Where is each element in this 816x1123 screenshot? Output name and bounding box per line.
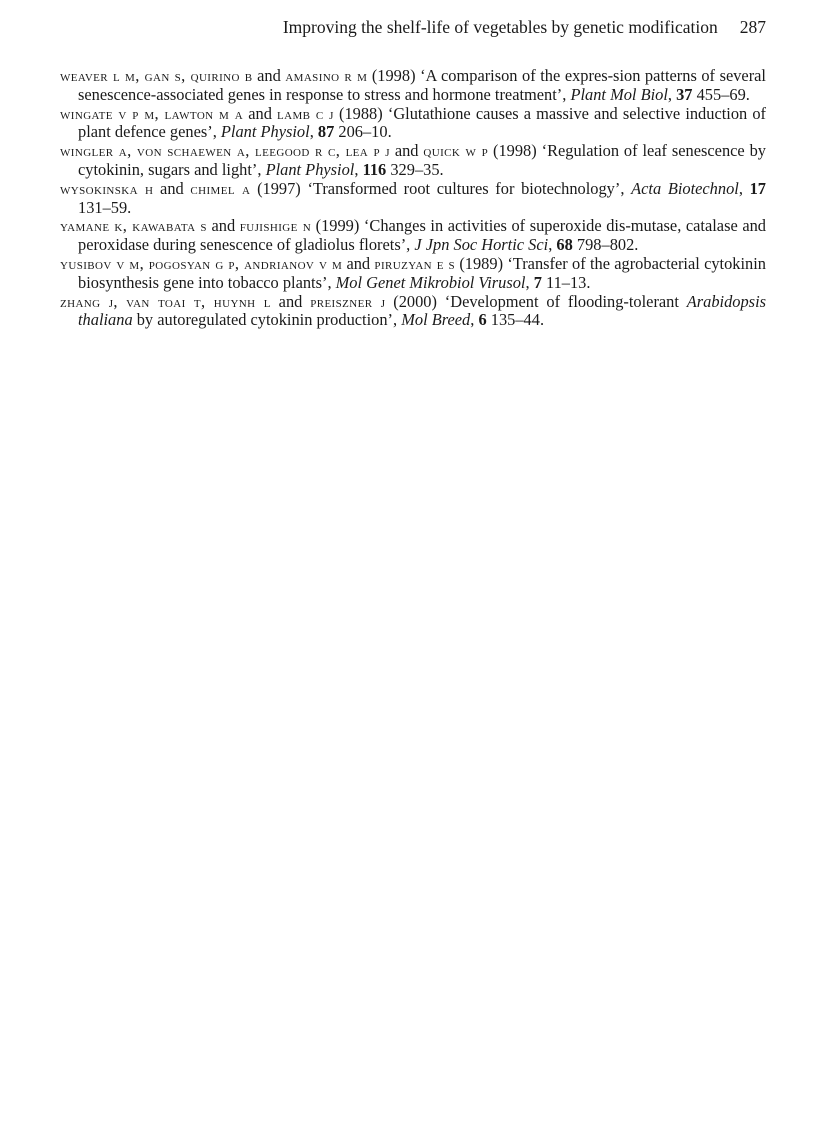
- page-number: 287: [739, 17, 766, 37]
- reference-wingate-1988: wingate v p m, lawton m a and lamb c j (1988) ‘Glutathione causes a massive and selective induction of plant defence genes’, Plant Physiol, 87 206–10.: [60, 103, 767, 142]
- reference-volume: 6: [478, 310, 487, 330]
- reference-authors: weaver l m, gan s, quirino b: [60, 66, 253, 85]
- running-title: Improving the shelf-life of vegetables by genetic modification: [282, 17, 718, 37]
- reference-volume: 17: [749, 178, 766, 198]
- reference-pages: 206–10.: [338, 122, 392, 142]
- reference-year: (1997): [257, 178, 301, 198]
- reference-last-author: fujishige n: [239, 216, 312, 236]
- reference-journal: Plant Physiol: [220, 122, 310, 142]
- reference-year: (1988): [339, 103, 383, 123]
- reference-volume: 68: [556, 235, 573, 255]
- reference-volume: 7: [533, 272, 542, 292]
- reference-last-author: piruzyan e s: [374, 253, 456, 273]
- reference-title: ‘Transformed root cultures for biotechnology’: [307, 178, 621, 198]
- reference-journal: J Jpn Soc Hortic Sci: [414, 235, 549, 255]
- reference-pages: 329–35.: [390, 159, 444, 179]
- reference-zhang-2000: zhang j, van toai t, huynh l and preiszner j (2000) ‘Development of flooding-tolerant Arabidopsis thaliana by autoregulated cytokinin production’, Mol Breed, 6 135–44.: [60, 291, 766, 330]
- reference-yusibov-1989: yusibov v m, pogosyan g p, andrianov v m and piruzyan e s (1989) ‘Transfer of the agrobacterial cytokinin biosynthesis gene into tobacco plants’, Mol Genet Mikrobiol Virusol, 7 11–13.: [60, 253, 766, 292]
- reference-year: (1998): [371, 66, 416, 85]
- reference-title-species: Arabidopsis thaliana: [78, 291, 766, 330]
- reference-weaver-1998: weaver l m, gan s, quirino b and amasino r m (1998) ‘A comparison of the expres-sion patterns of several senescence-associated genes in response to stress and hormone treatment’, Plant Mol Biol, 37 455–69.: [60, 66, 766, 104]
- reference-title: ‘Transfer of the agrobacterial cytokinin biosynthesis gene into tobacco plants’: [78, 253, 766, 292]
- reference-last-author: amasino r m: [285, 66, 368, 85]
- reference-volume: 87: [317, 122, 335, 142]
- reference-authors: wingler a, von schaewen a, leegood r c, lea p j: [60, 141, 390, 161]
- reference-title-end: by autoregulated cytokinin production’: [132, 310, 394, 330]
- reference-year: (1998): [493, 141, 537, 161]
- reference-title-start: ‘Development of flooding-tolerant: [444, 291, 687, 311]
- reference-authors: yamane k, kawabata s: [60, 216, 207, 236]
- reference-last-author: chimel a: [190, 178, 251, 198]
- reference-authors: wingate v p m, lawton m a: [60, 103, 244, 123]
- reference-journal: Acta Biotechnol: [631, 178, 739, 198]
- reference-title: ‘Glutathione causes a massive and selective induction of plant defence genes’: [78, 103, 767, 142]
- reference-title: ‘A comparison of the expres-sion patterns of several senescence-associated genes in response to stress and hormone treatment’: [78, 66, 766, 104]
- reference-title: ‘Changes in activities of superoxide dis-mutase, catalase and peroxidase during senescence of gladiolus florets’: [78, 216, 766, 255]
- reference-last-author: lamb c j: [277, 103, 334, 123]
- reference-last-author: quick w p: [423, 141, 489, 161]
- reference-journal: Plant Physiol: [265, 159, 355, 179]
- reference-year: (1989): [459, 253, 504, 273]
- reference-year: (2000): [393, 291, 437, 311]
- reference-journal: Plant Mol Biol: [570, 84, 668, 104]
- reference-volume: 37: [676, 84, 693, 104]
- reference-list: [60, 67, 766, 330]
- reference-title: ‘Regulation of leaf senescence by cytokinin, sugars and light’: [78, 141, 766, 179]
- reference-pages: 455–69.: [696, 84, 750, 104]
- reference-year: (1999): [315, 216, 360, 236]
- reference-yamane-1999: yamane k, kawabata s and fujishige n (1999) ‘Changes in activities of superoxide dis-mutase, catalase and peroxidase during senescence of gladiolus florets’, J Jpn Soc Hortic Sci, 68 798–802.: [60, 216, 766, 255]
- reference-pages: 135–44.: [490, 310, 545, 330]
- running-header: [0, 17, 766, 38]
- reference-authors: wysokinska h: [60, 178, 154, 198]
- reference-pages: 11–13.: [546, 272, 591, 292]
- reference-pages: 131–59.: [78, 197, 132, 217]
- reference-journal: Mol Genet Mikrobiol Virusol: [335, 272, 526, 292]
- reference-volume: 116: [362, 159, 387, 179]
- reference-wingler-1998: wingler a, von schaewen a, leegood r c, lea p j and quick w p (1998) ‘Regulation of leaf senescence by cytokinin, sugars and light’, Plant Physiol, 116 329–35.: [60, 141, 766, 179]
- reference-authors: zhang j, van toai t, huynh l: [60, 291, 271, 311]
- reference-last-author: preiszner j: [310, 291, 386, 311]
- reference-wysokinska-1997: wysokinska h and chimel a (1997) ‘Transformed root cultures for biotechnology’, Acta Biotechnol, 17 131–59.: [60, 178, 766, 217]
- reference-pages: 798–802.: [576, 235, 639, 255]
- reference-journal: Mol Breed: [401, 310, 471, 330]
- reference-authors: yusibov v m, pogosyan g p, andrianov v m: [60, 253, 343, 273]
